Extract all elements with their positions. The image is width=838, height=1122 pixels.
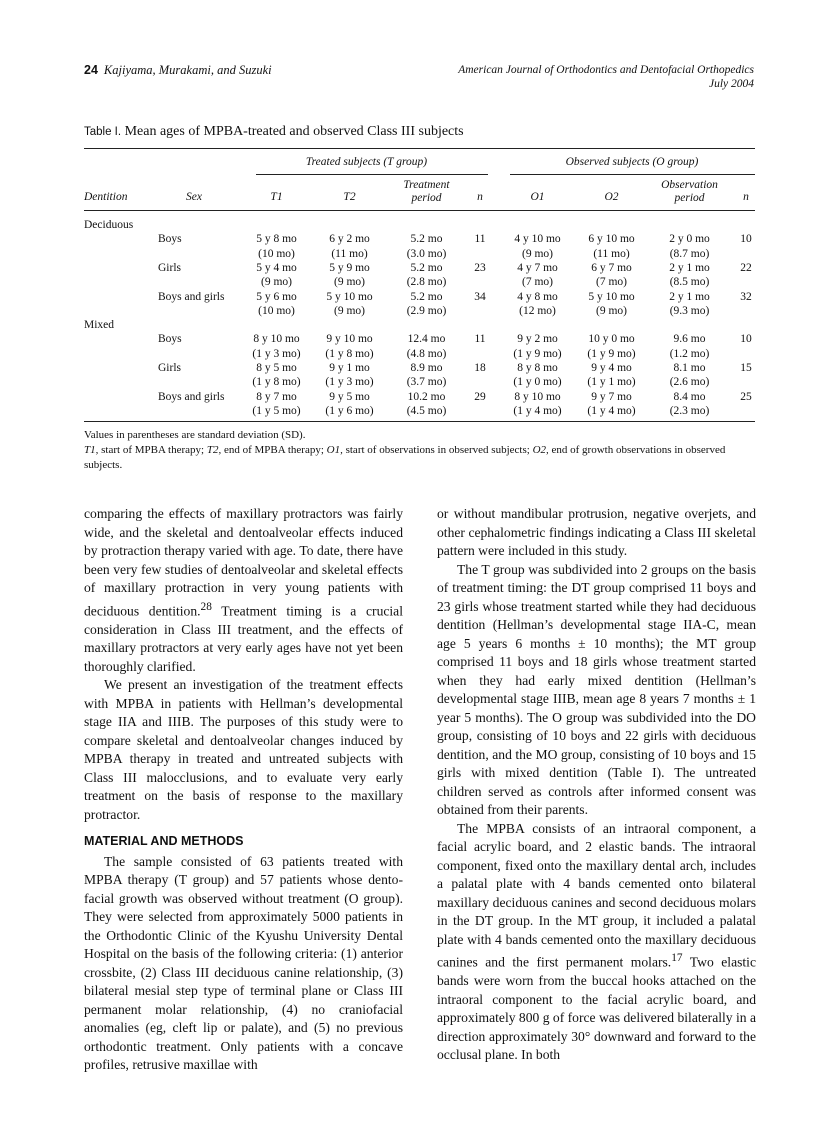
- sd-value: (1 y 0 mo): [513, 376, 562, 389]
- sd-value: (8.5 mo): [669, 276, 710, 289]
- sd-value: (7 mo): [596, 276, 627, 289]
- mean-value: 9.6 mo: [673, 333, 706, 346]
- header-bottom-rule: [84, 210, 755, 211]
- sd-value: (10 mo): [258, 304, 295, 317]
- mean-value: 5 y 9 mo: [329, 261, 370, 274]
- abbreviation-term: O2,: [532, 444, 549, 456]
- paragraph: comparing the effects of maxillary protractors was fairly wide, and the skeletal and dentoalveolar effects induced by protraction therapy varied with age. To date, there have been very few studies of dentoalveolar and skeletal effects of maxillary protraction in very young patients with deciduous dentition.$^{28}$ Treatment timing is a crucial consideration in Class III treatment, and the effects of maxillary protractors at very early ages have not yet been thoroughly clarified.: [84, 506, 403, 674]
- group-header-treated: Treated subjects (T group): [305, 156, 428, 168]
- sd-value: (4.8 mo): [406, 347, 447, 360]
- mean-value: 10 y 0 mo: [588, 333, 635, 346]
- column-header: T1: [270, 191, 283, 203]
- mean-value: 10.2 mo: [407, 390, 446, 403]
- journal-name: American Journal of Orthodontics and Dentofacial Orthopedics: [458, 64, 754, 76]
- n-value: 29: [474, 390, 486, 403]
- sd-value: (9 mo): [261, 276, 292, 289]
- n-value: 11: [474, 333, 486, 346]
- mean-value: 4 y 7 mo: [517, 261, 558, 274]
- paragraph: We present an investigation of the treatment effects with MPBA in patients with Hellman’s developmental stage IIA and IIIB. The purposes of this study were to compare skeletal and dentoalveolar changes induced by MPBA therapy in treated and untreated subjects with Class III malocclusions, and to evaluate very early treatment on the basis of response to the maxillary protractor.: [84, 677, 403, 822]
- n-value: 32: [740, 290, 752, 303]
- mean-value: 8.1 mo: [673, 362, 706, 374]
- n-value: 10: [740, 233, 752, 246]
- sd-value: (2.3 mo): [669, 404, 710, 417]
- mean-value: 9 y 5 mo: [329, 390, 370, 403]
- paragraph: The T group was subdivided into 2 groups on the basis of treatment timing: the DT group comprised 11 boys and 23 girls whose treatment started while they had deciduous dentition (Hellman’s developmental stage IIA-C, mean age 5 years 6 months ± 10 months); the MT group comprised 11 boys and 18 girls whose treatment started when they had early mixed dentition (Hellman’s developmental stage IIIB, mean age 8 years 7 months ± 1 year 5 months). The O group was subdivided into the DO group, consisting of 10 boys and 22 girls with deciduous dentition, and the MO group, consisting of 10 boys and 15 girls with mixed dentition (Table I). The untreated children served as controls after informed consent was obtained from their parents.: [437, 561, 756, 817]
- sd-value: (11 mo): [593, 247, 630, 260]
- sd-value: (9 mo): [334, 304, 365, 317]
- sd-value: (1 y 8 mo): [252, 376, 301, 389]
- sd-value: (1 y 4 mo): [587, 404, 636, 417]
- mean-value: 6 y 7 mo: [591, 261, 632, 274]
- sex-label: Girls: [158, 261, 181, 274]
- mean-value: 8 y 10 mo: [514, 390, 561, 403]
- page-number: 24: [84, 63, 98, 77]
- sd-value: (3.0 mo): [406, 247, 447, 260]
- reference: 28: [200, 600, 212, 613]
- authors: Kajiyama, Murakami, and Suzuki: [103, 63, 272, 77]
- n-value: 11: [474, 233, 486, 246]
- sd-value: (8.7 mo): [669, 247, 710, 260]
- mean-value: 9 y 2 mo: [517, 333, 558, 346]
- mean-value: 9 y 4 mo: [591, 362, 632, 374]
- sex-label: Girls: [158, 362, 181, 374]
- mean-value: 5 y 4 mo: [256, 261, 297, 274]
- mean-value: 6 y 10 mo: [588, 233, 635, 246]
- table-top-rule: [84, 148, 755, 149]
- group-rule-observed: [510, 174, 755, 175]
- sex-label: Boys and girls: [158, 390, 225, 403]
- sd-value: (1 y 9 mo): [587, 347, 636, 360]
- sex-label: Boys: [158, 333, 182, 346]
- mean-value: 5.2 mo: [410, 233, 443, 246]
- n-value: 25: [740, 390, 752, 403]
- mean-value: 8 y 10 mo: [253, 333, 300, 346]
- sd-value: (9.3 mo): [669, 304, 710, 317]
- column-header: T2: [343, 191, 356, 203]
- group-rule-treated: [256, 174, 488, 175]
- sd-value: (2.8 mo): [406, 276, 447, 289]
- mean-value: 5 y 8 mo: [256, 233, 297, 246]
- mean-value: 2 y 1 mo: [669, 290, 710, 303]
- table-footnotes: [84, 428, 755, 473]
- abbreviation-term: T2,: [206, 444, 222, 456]
- abbreviation-definition: start of observations in observed subjects;: [342, 444, 533, 456]
- mean-value: 9 y 10 mo: [326, 333, 373, 346]
- footnote-abbreviations: [84, 443, 755, 473]
- paragraph: or without mandibular protrusion, negative overjets, and other cephalometric findings indicating a Class III skeletal pattern were included in this study.: [437, 506, 756, 558]
- sd-value: (9 mo): [522, 247, 553, 260]
- sd-value: (3.7 mo): [406, 376, 447, 389]
- mean-value: 2 y 1 mo: [669, 261, 710, 274]
- sex-label: Boys: [158, 233, 182, 246]
- sd-value: (1 y 8 mo): [325, 347, 374, 360]
- left-column: [84, 505, 403, 1075]
- mean-value: 5 y 10 mo: [326, 290, 373, 303]
- abbreviation-term: T1,: [84, 444, 99, 456]
- table-title: Mean ages of MPBA-treated and observed Class III subjects: [124, 124, 464, 139]
- mean-value: 5 y 10 mo: [588, 290, 635, 303]
- reference: 17: [671, 952, 683, 964]
- right-column: [437, 505, 756, 1065]
- group-header-observed: Observed subjects (O group): [565, 156, 699, 168]
- mean-value: 5.2 mo: [410, 261, 443, 274]
- column-header: Treatment period: [403, 179, 450, 204]
- mean-value: 9 y 1 mo: [329, 362, 370, 374]
- sd-value: (1 y 3 mo): [325, 376, 374, 389]
- column-header: O2: [604, 191, 619, 203]
- section-heading: MATERIAL AND METHODS: [84, 834, 244, 849]
- footnote-sd: Values in parentheses are standard deviation (SD).: [84, 429, 306, 441]
- running-header-right: [458, 63, 754, 91]
- sd-value: (1 y 6 mo): [325, 404, 374, 417]
- sex-label: Boys and girls: [158, 290, 225, 303]
- mean-value: 8 y 7 mo: [256, 390, 297, 403]
- mean-value: 2 y 0 mo: [669, 233, 710, 246]
- n-value: 23: [474, 261, 486, 274]
- sd-value: (2.9 mo): [406, 304, 447, 317]
- running-header-left: [84, 63, 272, 78]
- sd-value: (2.6 mo): [669, 376, 710, 389]
- n-value: 15: [740, 362, 752, 374]
- mean-value: 4 y 8 mo: [517, 290, 558, 303]
- paragraph: The sample consisted of 63 patients treated with MPBA therapy (T group) and 57 patients whose dento-facial growth was observed without treatment (O group). They were selected from approximately 5000 patients in the Orthodontic Clinic of the Kyushu University Dental Hospital on the basis of the following criteria: (1) anterior crossbite, (2) Class III deciduous canine relationship, (3) bilateral mesial step type of terminal plane or Class III permanent molar relationship, (4) no craniofacial anomalies (eg, cleft lip or palate), and (5) no previous orthodontic treatment. Only patients with a concave profiles, retrusive maxillae with: [84, 853, 403, 1073]
- n-value: 18: [474, 362, 486, 374]
- column-header: Dentition: [84, 191, 128, 203]
- mean-value: 12.4 mo: [407, 333, 446, 346]
- column-header: n: [477, 191, 483, 203]
- dentition-label: Deciduous: [84, 219, 134, 231]
- column-header: Observation period: [661, 179, 718, 204]
- table-label: Table I.: [84, 126, 122, 138]
- column-header: Sex: [186, 191, 202, 203]
- table-caption: [84, 124, 464, 140]
- mean-value: 5.2 mo: [410, 290, 443, 303]
- issue-date: July 2004: [708, 78, 754, 90]
- sd-value: (9 mo): [334, 276, 365, 289]
- mean-value: 6 y 2 mo: [329, 233, 370, 246]
- mean-value: 5 y 6 mo: [256, 290, 297, 303]
- mean-value: 8.9 mo: [410, 362, 443, 374]
- n-value: 10: [740, 333, 752, 346]
- mean-value: 8 y 5 mo: [256, 362, 297, 374]
- abbreviation-definition: start of MPBA therapy;: [98, 444, 207, 456]
- n-value: 22: [740, 261, 752, 274]
- sd-value: (10 mo): [258, 247, 295, 260]
- sd-value: (1 y 9 mo): [513, 347, 562, 360]
- sd-value: (1 y 3 mo): [252, 347, 301, 360]
- sd-value: (12 mo): [519, 304, 556, 317]
- column-header: n: [743, 191, 749, 203]
- sd-value: (9 mo): [596, 304, 627, 317]
- sd-value: (1 y 5 mo): [252, 404, 301, 417]
- abbreviation-term: O1,: [326, 444, 343, 456]
- sd-value: (11 mo): [331, 247, 368, 260]
- sd-value: (1 y 1 mo): [587, 376, 636, 389]
- mean-value: 8 y 8 mo: [517, 362, 558, 374]
- dentition-label: Mixed: [84, 319, 115, 332]
- abbreviation-definition: end of growth observations in observed subjects.: [84, 444, 726, 471]
- sd-value: (1 y 4 mo): [513, 404, 562, 417]
- mean-value: 8.4 mo: [673, 390, 706, 403]
- mean-value: 4 y 10 mo: [514, 233, 561, 246]
- mean-value: 9 y 7 mo: [591, 390, 632, 403]
- paragraph: The MPBA consists of an intraoral component, a facial acrylic board, and 2 elastic bands. The intraoral component, fixed onto the maxillary dental arch, includes a palatal plate with 4 bands cemented onto bilateral maxillary deciduous canines and second deciduous molars in the DT group. In the MT group, it included a palatal plate with 4 bands cemented onto the maxillary deciduous canines and the first permanent molars.$^{17}$ Two elastic bands were worn from the buccal hooks attached on the intraoral component to the facial acrylic board, and approximately 800 g of force was delivered bilaterally in a direction approximately 30° downward and forward to the occlusal plane. In both: [437, 820, 756, 1063]
- sd-value: (7 mo): [522, 276, 553, 289]
- sd-value: (1.2 mo): [669, 347, 710, 360]
- sd-value: (4.5 mo): [406, 404, 447, 417]
- table-bottom-rule: [84, 421, 755, 422]
- abbreviation-definition: end of MPBA therapy;: [221, 444, 327, 456]
- column-header: O1: [530, 191, 545, 203]
- n-value: 34: [474, 290, 486, 303]
